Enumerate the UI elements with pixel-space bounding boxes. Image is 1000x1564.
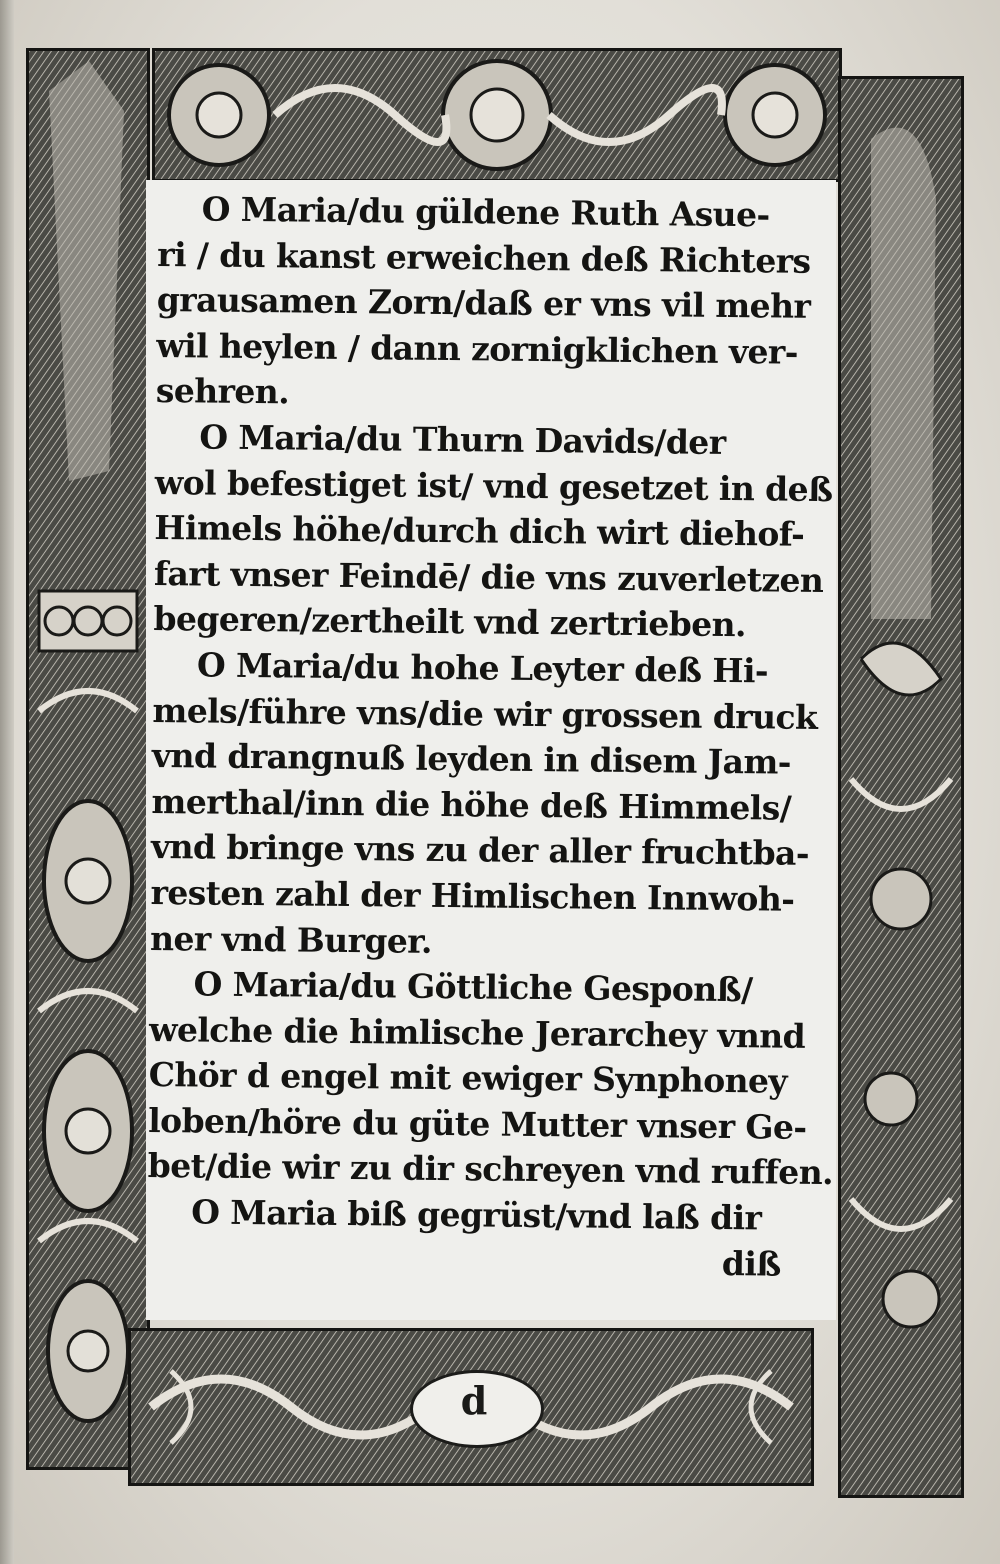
text-line: vnd drangnuß leyden in disem Jam-	[151, 736, 792, 782]
text-line: bet/die wir zu dir schreyen vnd ruffen.	[147, 1146, 834, 1193]
text-line: wil heylen / dann zornigklichen ver-	[156, 325, 799, 372]
text-line: ri / du kanst erweichen deß Richters	[157, 234, 811, 281]
text-line: mels/führe vns/die wir grossen druck	[152, 690, 818, 737]
text-line: diß	[721, 1243, 781, 1284]
text-line: O Maria biß gegrüst/vnd laß dir	[191, 1192, 762, 1238]
text-line: sehren.	[155, 371, 290, 412]
text-line: O Maria/du Göttliche Gesponß/	[193, 964, 753, 1010]
signature-mark: d	[460, 1378, 488, 1423]
text-line: Chör d engel mit ewiger Synphoney	[148, 1055, 788, 1101]
text-line: Himels höhe/durch dich wirt diehof-	[154, 508, 805, 554]
text-line: merthal/inn die höhe deß Himmels/	[151, 781, 792, 828]
woodcut-border-left	[26, 48, 150, 1470]
text-line: O Maria/du Thurn Davids/der	[199, 417, 726, 462]
text-line: O Maria/du hohe Leyter deß Hi-	[196, 645, 769, 691]
page-gutter-edge	[0, 0, 14, 1564]
text-line: loben/höre du güte Mutter vnser Ge-	[148, 1100, 807, 1147]
prayer-text	[147, 186, 834, 1287]
text-line: wol befestiget ist/ vnd gesetzet in deß	[154, 462, 833, 509]
text-line: welche die himlische Jerarchey vnnd	[148, 1009, 806, 1056]
text-line: grausamen Zorn/daß er vns vil mehr	[156, 280, 811, 327]
text-line: ner vnd Burger.	[149, 918, 433, 961]
text-line: fart vnser Feindē/ die vns zuverletzen	[153, 553, 824, 600]
woodcut-border-top	[152, 48, 842, 182]
text-line: begeren/zertheilt vnd zertrieben.	[153, 599, 747, 645]
woodcut-border-right	[838, 76, 964, 1498]
text-line: O Maria/du güldene Ruth Asue-	[201, 189, 770, 235]
text-line: resten zahl der Himlischen Innwoh-	[150, 872, 795, 919]
text-line: vnd bringe vns zu der aller fruchtba-	[150, 827, 810, 874]
